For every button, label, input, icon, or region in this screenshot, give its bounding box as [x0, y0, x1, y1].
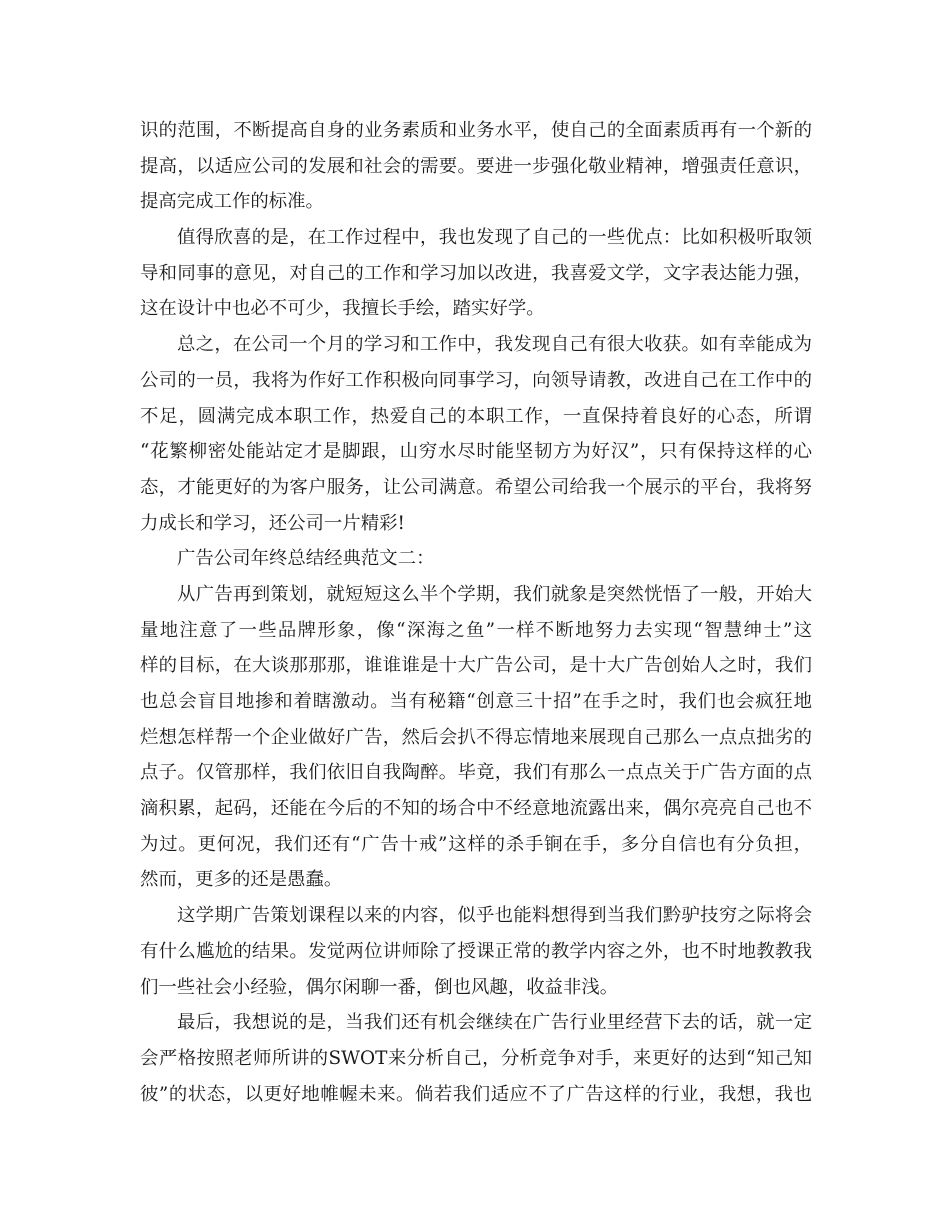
- text-line: 提高完成工作的标准。: [140, 191, 324, 213]
- text-line: 点子。仅管那样，我们依旧自我陶醉。毕竟，我们有那么一点点关于广告方面的点: [140, 762, 812, 784]
- text-line: 提高，以适应公司的发展和社会的需要。要进一步强化敬业精神，增强责任意识，: [140, 155, 812, 177]
- text-line: 从广告再到策划，就短短这么半个学期，我们就象是突然恍悟了一般，开始大: [177, 583, 812, 605]
- text-line: 不足，圆满完成本职工作，热爱自己的本职工作，一直保持着良好的心态，所谓: [140, 405, 812, 427]
- section-heading: 广告公司年终总结经典范文二：: [177, 548, 435, 570]
- text-line: 然而，更多的还是愚蠢。: [140, 869, 343, 891]
- text-line: 这在设计中也必不可少，我擅长手绘，踏实好学。: [140, 298, 545, 320]
- text-line: “花繁柳密处能站定才是脚跟，山穷水尽时能坚韧方为好汉”，只有保持这样的心: [140, 441, 812, 463]
- text-line: 滴积累，起码，还能在今后的不知的场合中不经意地流露出来，偶尔亮亮自己也不: [140, 798, 812, 820]
- text-line: 导和同事的意见，对自己的工作和学习加以改进，我喜爱文学，文字表达能力强，: [140, 262, 812, 284]
- body-text: [140, 113, 812, 1112]
- text-line: 们一些社会小经验，偶尔闲聊一番，倒也风趣，收益非浅。: [140, 976, 619, 998]
- text-line: 公司的一员，我将为作好工作积极向同事学习，向领导请教，改进自己在工作中的: [140, 369, 812, 391]
- text-line: 最后，我想说的是，当我们还有机会继续在广告行业里经营下去的话，就一定: [177, 1012, 812, 1034]
- text-line: 彼”的状态，以更好地帷幄未来。倘若我们适应不了广告这样的行业，我想，我也: [140, 1083, 812, 1105]
- text-line: 这学期广告策划课程以来的内容，似乎也能料想得到当我们黔驴技穷之际将会: [177, 905, 812, 927]
- text-line: 值得欣喜的是，在工作过程中，我也发现了自己的一些优点：比如积极听取领: [177, 227, 812, 249]
- text-line: 样的目标，在大谈那那那，谁谁谁是十大广告公司，是十大广告创始人之时，我们: [140, 655, 812, 677]
- text-line: 为过。更何况，我们还有“广告十戒”这样的杀手锏在手，多分自信也有分负担，: [140, 833, 812, 855]
- text-line: 也总会盲目地掺和着瞎激动。当有秘籍“创意三十招”在手之时，我们也会疯狂地: [140, 691, 812, 712]
- text-line: 总之，在公司一个月的学习和工作中，我发现自己有很大收获。如有幸能成为: [177, 334, 812, 356]
- text-line: 有什么尴尬的结果。发觉两位讲师除了授课正常的教学内容之外，也不时地教教我: [140, 940, 812, 962]
- text-line: 力成长和学习，还公司一片精彩!: [140, 512, 405, 534]
- text-line: 态，才能更好的为客户服务，让公司满意。希望公司给我一个展示的平台，我将努: [140, 476, 812, 498]
- text-line: 量地注意了一些品牌形象，像“深海之鱼”一样不断地努力去实现“智慧绅士”这: [140, 619, 812, 641]
- text-line: 识的范围，不断提高自身的业务素质和业务水平，使自己的全面素质再有一个新的: [140, 120, 812, 141]
- text-line: 烂想怎样帮一个企业做好广告，然后会扒不得忘情地来展现自己那么一点点拙劣的: [140, 726, 812, 748]
- text-line: 会严格按照老师所讲的SWOT来分析自己，分析竞争对手，来更好的达到“知己知: [140, 1047, 812, 1069]
